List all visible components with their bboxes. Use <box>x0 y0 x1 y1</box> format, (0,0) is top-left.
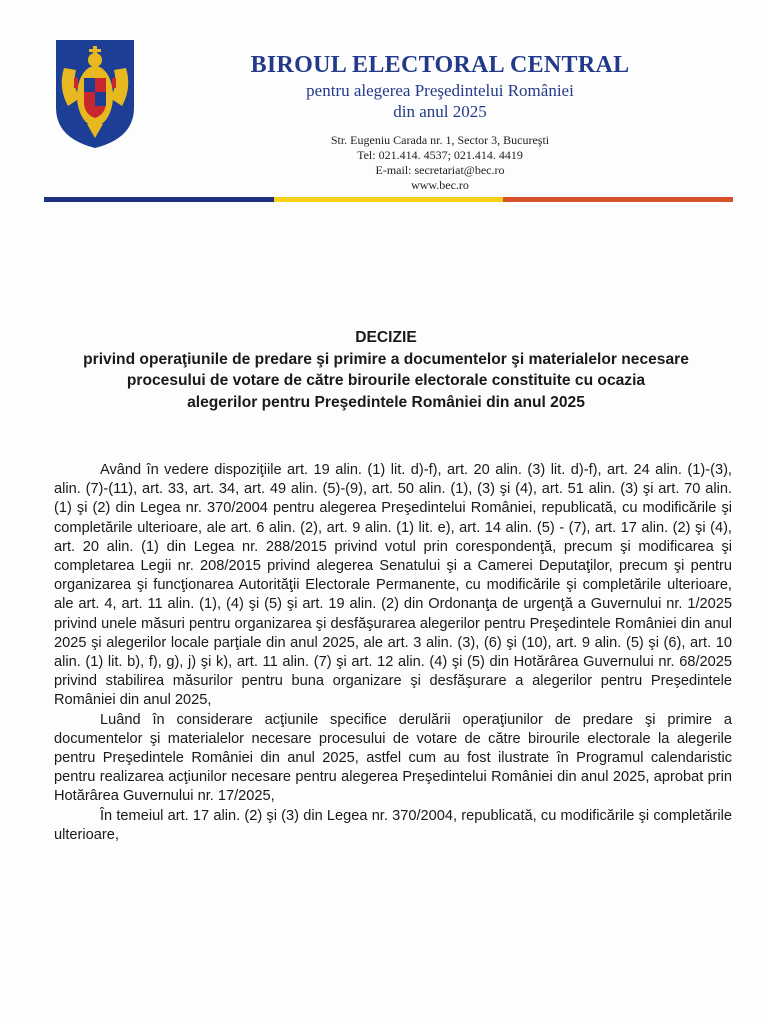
email: E-mail: secretariat@bec.ro <box>375 163 505 177</box>
paragraph-grounds: În temeiul art. 17 alin. (2) şi (3) din Legea nr. 370/2004, republicată, cu modificările şi completările ulterioare, <box>54 807 732 843</box>
stripe-yellow <box>274 197 504 202</box>
org-title: BIROUL ELECTORAL CENTRAL <box>250 52 630 78</box>
decision-subject-line1: privind operaţiunile de predare şi primire a documentelor şi materialelor necesare <box>83 350 689 368</box>
website: www.bec.ro <box>411 178 469 192</box>
coat-of-arms-icon <box>54 38 136 150</box>
contact-info <box>150 133 730 193</box>
org-subtitle-line2: din anul 2025 <box>393 102 487 121</box>
stripe-red <box>503 197 733 202</box>
paragraph-legal-basis: Având în vedere dispoziţiile art. 19 alin. (1) lit. d)-f), art. 20 alin. (3) lit. d)-f), art. 24 alin. (1)-(3), alin. (7)-(11), art. 33, art. 34, art. 49 alin. (5)-(9), art. 50 alin. (1), (3) şi (4), art. 51 alin. (3) şi art. 70 alin. (1) şi (2) din Legea nr. 370/2004 pentru alegerea Preşedintelui României, republicată, cu modificările şi completările ulterioare, ale art. 6 alin. (2), art. 9 alin. (1) lit. e), art. 14 alin. (5) - (7), art. 17 alin. (2) şi (4), art. 20 alin. (1) din Legea nr. 288/2015 privind votul prin corespondenţă, precum şi modificarea şi completarea Legii nr. 208/2015 privind alegerea Senatului şi a Camerei Deputaţilor, precum şi pentru organizarea şi funcţionarea Autorităţii Electorale Permanente, cu modificările şi completările ulterioare, ale art. 4, art. 11 alin. (1), (4) şi (5) şi art. 19 alin. (2) din Ordonanţa de urgenţă a Guvernului nr. 1/2025 privind unele măsuri pentru organizarea şi desfăşurarea alegerilor pentru Preşedintele României din anul 2025 şi alegerilor locale parţiale din anul 2025, ale art. 3 alin. (3), (6) şi (10), art. 9 alin. (5) şi (6), art. 10 alin. (1) lit. b), f), g), j) şi k), art. 11 alin. (7) şi art. 12 alin. (4) şi (5) din Hotărârea Guvernului nr. 68/2025 privind stabilirea măsurilor pentru buna organizare şi desfăşurare a alegerilor pentru Preşedintele României din anul 2025, <box>54 462 732 709</box>
address: Str. Eugeniu Carada nr. 1, Sector 3, Bucureşti <box>330 133 550 147</box>
decision-subject-line2: procesului de votare de către birourile electorale constituite cu ocazia <box>126 372 646 389</box>
stripe-blue <box>44 197 274 202</box>
decision-title <box>40 327 732 413</box>
decision-body <box>54 461 732 845</box>
decision-heading: DECIZIE <box>355 329 417 346</box>
decision-subject-line3: alegerilor pentru Preşedintele României din anul 2025 <box>187 393 585 411</box>
tricolor-divider <box>44 197 733 202</box>
letterhead <box>150 50 730 122</box>
org-subtitle-line1: pentru alegerea Preşedintelui României <box>306 81 574 100</box>
phone: Tel: 021.414. 4537; 021.414. 4419 <box>357 148 523 162</box>
paragraph-considerations: Luând în considerare acţiunile specifice derulării operaţiunilor de predare şi primire a documentelor şi materialelor necesare procesului de votare de către birourile electorale la alegerile pentru Preşedintele României din anul 2025, astfel cum au fost ilustrate în Programul calendaristic pentru realizarea acţiunilor necesare pentru alegerea Preşedintelui României din anul 2025, aprobat prin Hotărârea Guvernului nr. 17/2025, <box>54 711 732 805</box>
